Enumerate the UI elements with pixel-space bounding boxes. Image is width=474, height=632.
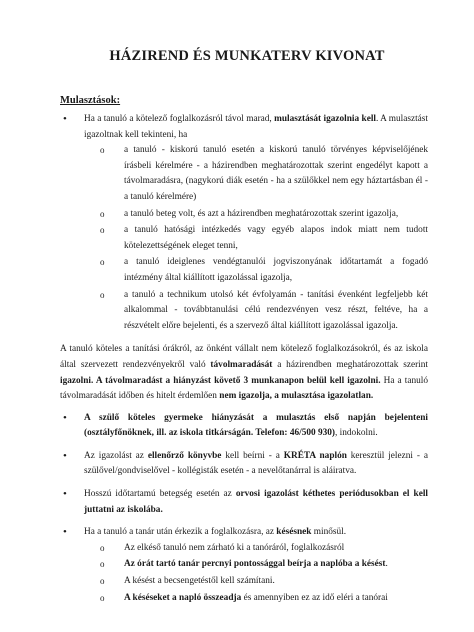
section-title: Mulasztások: [60, 95, 121, 106]
list-item: • Hosszú időtartamú betegség esetén az orvosi igazolást kéthetes periódusokban el kell juttatni az iskolába. [60, 487, 428, 518]
document-title: HÁZIREND ÉS MUNKATERV KIVONAT [109, 48, 385, 64]
rules-list [60, 112, 428, 334]
list-item: • Ha a tanuló a kötelező foglalkozásról távol marad, mulasztását igazolnia kell. A mulasztást igazoltnak kell tekinteni, ha o a tanuló - kiskorú tanuló esetén a kiskorú tanuló törvényes képviselőjének írásbeli kérelmére - a házirendben meghatározottak szerint engedélyt kapott a távolmaradásra, (nagykorú diák esetén - ha a szülőkkel nem egy háztartásban él - a tanuló kérelmére) o a tanuló beteg volt, és azt a házirendben meghatározottak szerint igazolja, o a tanuló hatósági intézkedés vagy egyéb alapos indok miatt nem tudott kötelezettségének eleget tenni, o a tanuló ideiglenes vendégtanulói jogviszonyának időtartamát a fogadó intézmény által kiállított igazolással igazolja, o a tanuló a technikum utolsó két évfolyamán - tanítási évenként legfeljebb két alkalommal - továbbtanulási célú rendezvényen vesz részt, feltéve, ha a részvételt előre bejelenti, és a szervező által kiállított igazolással igazolja. [60, 112, 428, 334]
list-item: o A késést a becsengetéstől kell számítani. [84, 574, 428, 590]
absence-paragraph: A tanuló köteles a tanítási órákról, az önként vállalt nem kötelező foglalkozásokról, és az iskola által szervezett rendezvényekről való távolmaradását a házirendben meghatározottak szerint igazolni. A távolmaradást a hiányzást követő 3 munkanapon belül kell igazolni. Ha a tanuló távolmaradását időben és hitelt érdemlően nem igazolja, a mulasztása igazolatlan. [60, 344, 428, 402]
list-item: o a tanuló hatósági intézkedés vagy egyéb alapos indok miatt nem tudott kötelezettségének eleget tenni, [84, 223, 428, 254]
excused-conditions-list [84, 143, 428, 334]
list-item: o Az órát tartó tanár percnyi pontossággal beírja a naplóba a késést. [84, 557, 428, 573]
list-item: o a tanuló beteg volt, és azt a házirendben meghatározottak szerint igazolja, [84, 207, 428, 223]
list-item: o Az elkéső tanuló nem zárható ki a tanóráról, foglalkozásról [84, 541, 428, 557]
list-item: • Ha a tanuló a tanár után érkezik a foglalkozásra, az késésnek minősül. o Az elkéső tanuló nem zárható ki a tanóráról, foglalkozásról o Az órát tartó tanár percnyi pontossággal beírja a naplóba a késést. o A késést a becsengetéstől kell számítani. o A késéseket a napló összeadja és amennyiben ez az idő eléri a tanórai [60, 525, 428, 606]
list-item: • A szülő köteles gyermeke hiányzását a mulasztás első napján bejelenteni (osztályfőnöknek, ill. az iskola titkárságán. Telefon: 46/500 930), indokolni. [60, 411, 428, 442]
list-item: o a tanuló a technikum utolsó két évfolyamán - tanítási évenként legfeljebb két alkalommal - továbbtanulási célú rendezvényen vesz részt, feltéve, ha a részvételt előre bejelenti, és a szervező által kiállított igazolással igazolja. [84, 288, 428, 335]
lateness-list [84, 541, 428, 606]
rules-list-2 [60, 411, 428, 607]
list-item: o a tanuló ideiglenes vendégtanulói jogviszonyának időtartamát a fogadó intézmény által kiállított igazolással igazolja, [84, 255, 428, 286]
list-item: o a tanuló - kiskorú tanuló esetén a kiskorú tanuló törvényes képviselőjének írásbeli kérelmére - a házirendben meghatározottak szerint engedélyt kapott a távolmaradásra, (nagykorú diák esetén - ha a szülőkkel nem egy háztartásban él - a tanuló kérelmére) [84, 143, 428, 205]
list-item: • Az igazolást az ellenőrző könyvbe kell beírni - a KRÉTA naplón keresztül jelezni - a szülővel/gondviselővel - kollégisták esetén - a nevelőtanárral is aláiratva. [60, 449, 428, 480]
list-item: o A késéseket a napló összeadja és amennyiben ez az idő eléri a tanórai [84, 591, 428, 607]
